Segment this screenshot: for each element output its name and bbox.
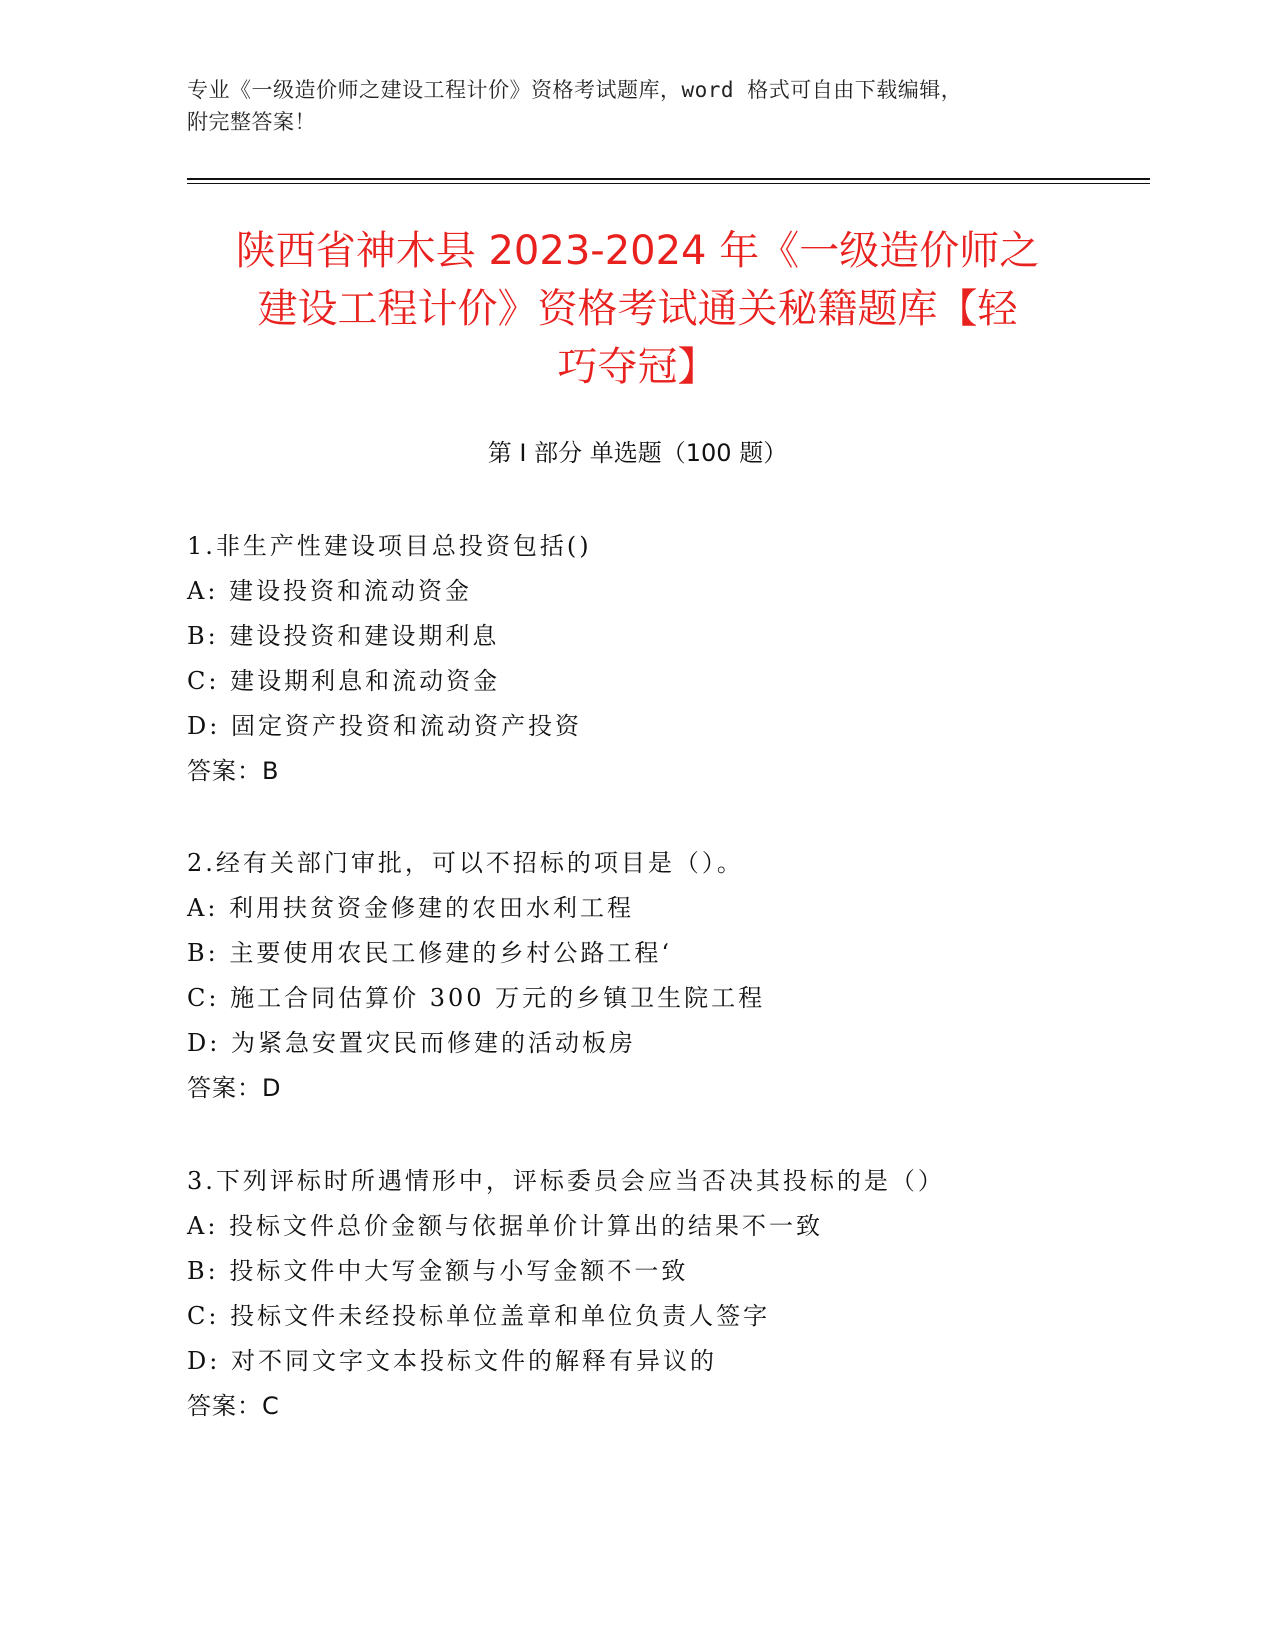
answer: 答案：D (187, 1074, 282, 1102)
question-3 (187, 1159, 1147, 1429)
option-c: C: 建设期利息和流动资金 (187, 667, 501, 695)
option-d: D: 对不同文字文本投标文件的解释有异议的 (187, 1347, 717, 1375)
question-1 (187, 524, 1147, 794)
answer: 答案：B (187, 757, 280, 785)
option-b: B: 主要使用农民工修建的乡村公路工程‘ (187, 939, 672, 967)
option-c: C: 投标文件未经投标单位盖章和单位负责人签字 (187, 1302, 771, 1330)
document-title-line-3: 巧夺冠】 (557, 344, 718, 390)
question-stem: 1.非生产性建设项目总投资包括() (187, 532, 592, 560)
question-stem: 3.下列评标时所遇情形中，评标委员会应当否决其投标的是（） (187, 1167, 945, 1195)
option-d: D: 为紧急安置灾民而修建的活动板房 (187, 1029, 636, 1057)
question-stem: 2.经有关部门审批，可以不招标的项目是（）。 (187, 849, 744, 877)
option-d: D: 固定资产投资和流动资产投资 (187, 712, 582, 740)
question-2 (187, 841, 1147, 1111)
option-a: A: 建设投资和流动资金 (187, 577, 473, 605)
document-title-line-1: 陕西省神木县 2023-2024 年《一级造价师之 (235, 228, 1040, 274)
answer: 答案：C (187, 1392, 280, 1420)
option-b: B: 投标文件中大写金额与小写金额不一致 (187, 1257, 689, 1285)
header-note-line-2: 附完整答案！ (187, 110, 316, 134)
option-c: C: 施工合同估算价 300 万元的乡镇卫生院工程 (187, 984, 766, 1012)
header-note (187, 74, 1087, 138)
document-title (187, 222, 1088, 396)
option-a: A: 投标文件总价金额与依据单价计算出的结果不一致 (187, 1212, 824, 1240)
header-rule-thick (187, 178, 1150, 180)
option-b: B: 建设投资和建设期利息 (187, 622, 500, 650)
section-heading: 第 I 部分 单选题（100 题） (487, 439, 788, 467)
header-note-line-1: 专业《一级造价师之建设工程计价》资格考试题库，word 格式可自由下载编辑， (187, 78, 963, 102)
document-title-line-2: 建设工程计价》资格考试通关秘籍题库【轻 (257, 286, 1018, 332)
header-rule-thin (187, 183, 1150, 184)
option-a: A: 利用扶贫资金修建的农田水利工程 (187, 894, 635, 922)
